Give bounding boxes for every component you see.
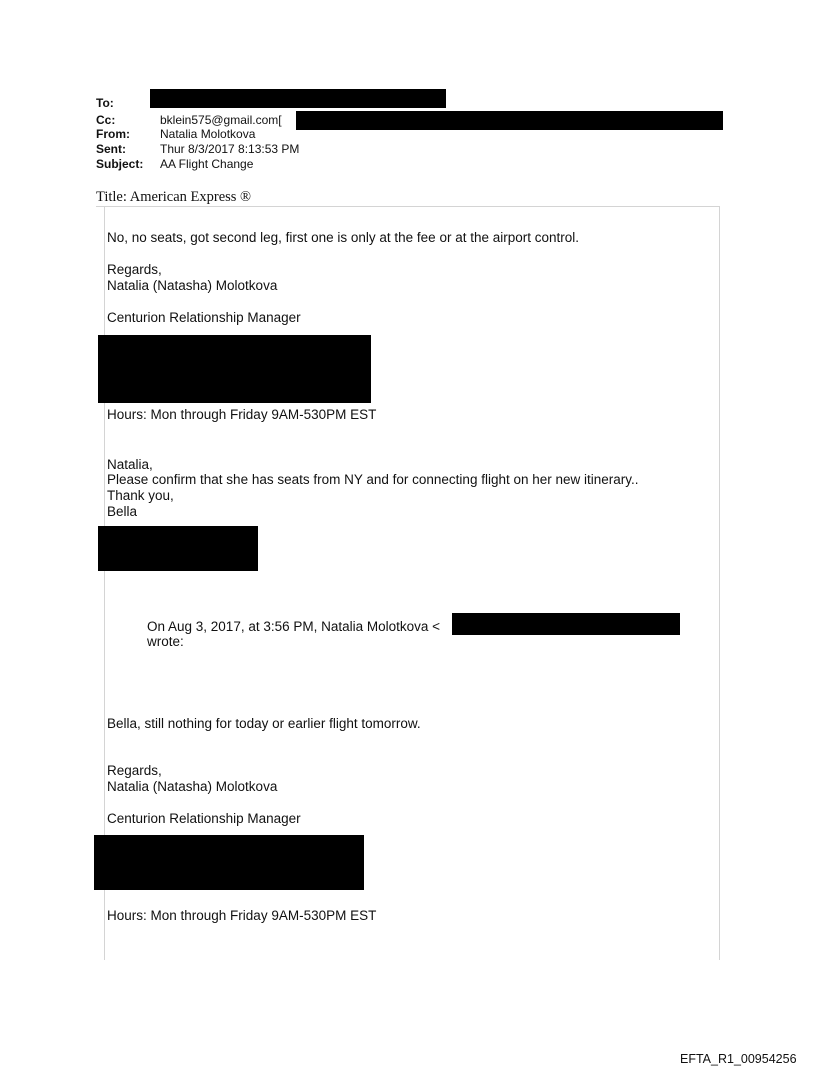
signature-role-1: Centurion Relationship Manager — [107, 310, 301, 325]
cc-label: Cc: — [96, 113, 116, 127]
hours-1: Hours: Mon through Friday 9AM-530PM EST — [107, 407, 377, 422]
quote-header-line1: On Aug 3, 2017, at 3:56 PM, Natalia Molotkova < — [147, 619, 441, 634]
sender-redaction — [98, 526, 258, 571]
document-title: Title: American Express ® — [96, 189, 252, 205]
signature-name-2: Natalia (Natasha) Molotkova — [107, 779, 278, 794]
cc-value: bklein575@gmail.com[ — [160, 113, 282, 127]
request-text: Please confirm that she has seats from NY and for connecting flight on her new itinerary.. — [107, 472, 639, 487]
from-value: Natalia Molotkova — [160, 127, 256, 141]
greeting: Natalia, — [107, 457, 153, 472]
signature-redaction-1 — [98, 335, 371, 403]
regards-2: Regards, — [107, 763, 162, 778]
to-label: To: — [96, 96, 114, 110]
signature-redaction-2 — [94, 835, 364, 890]
reply-text: No, no seats, got second leg, first one is only at the fee or at the airport control. — [107, 230, 580, 245]
hours-2: Hours: Mon through Friday 9AM-530PM EST — [107, 908, 377, 923]
regards-1: Regards, — [107, 262, 162, 277]
body-frame-right-border — [719, 206, 720, 960]
title-divider — [96, 206, 720, 207]
to-redaction — [150, 89, 446, 108]
from-label: From: — [96, 127, 130, 141]
subject-label: Subject: — [96, 157, 144, 171]
sent-value: Thur 8/3/2017 8:13:53 PM — [160, 142, 300, 156]
signature-role-2: Centurion Relationship Manager — [107, 811, 301, 826]
email-redaction — [452, 613, 680, 635]
quote-header-line2: wrote: — [147, 634, 184, 649]
thanks: Thank you, — [107, 488, 174, 503]
sent-label: Sent: — [96, 142, 126, 156]
quoted-text: Bella, still nothing for today or earlier flight tomorrow. — [107, 716, 421, 731]
subject-value: AA Flight Change — [160, 157, 254, 171]
sender-name: Bella — [107, 504, 138, 519]
signature-name-1: Natalia (Natasha) Molotkova — [107, 278, 278, 293]
bates-number: EFTA_R1_00954256 — [680, 1052, 797, 1066]
cc-redaction — [296, 111, 723, 130]
